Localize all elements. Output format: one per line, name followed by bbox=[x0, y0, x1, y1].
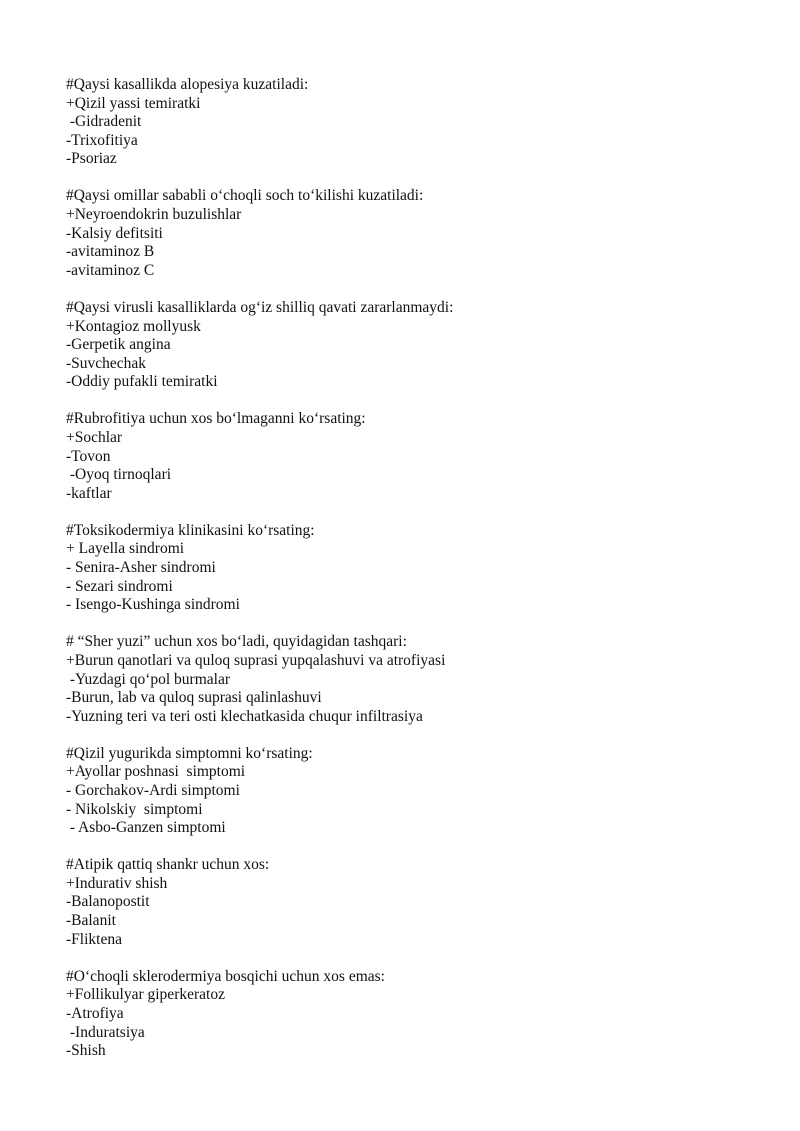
answer-option: -Suvchechak bbox=[66, 354, 147, 372]
answer-option: -Trixofitiya bbox=[66, 131, 138, 149]
question-block bbox=[66, 76, 766, 169]
question-block bbox=[66, 633, 766, 726]
answer-option: -Balanopostit bbox=[66, 893, 150, 911]
question-text: #Atipik qattiq shankr uchun xos: bbox=[66, 856, 270, 874]
answer-option: - Sezari sindromi bbox=[66, 577, 173, 595]
answer-option: -Yuzdagi qo‘pol burmalar bbox=[66, 670, 230, 688]
answer-option: - Nikolskiy simptomi bbox=[66, 800, 203, 818]
question-block bbox=[66, 299, 766, 392]
question-block bbox=[66, 187, 766, 280]
question-text: # “Sher yuzi” uchun xos bo‘ladi, quyidagidan tashqari: bbox=[66, 633, 407, 651]
answer-option: -avitaminoz B bbox=[66, 243, 155, 261]
answer-option: -kaftlar bbox=[66, 484, 112, 502]
question-text: #Toksikodermiya klinikasini ko‘rsating: bbox=[66, 521, 315, 539]
answer-option: -Tovon bbox=[66, 447, 111, 465]
answer-option: -Psoriaz bbox=[66, 150, 117, 168]
question-block bbox=[66, 522, 766, 615]
question-block bbox=[66, 968, 766, 1061]
answer-option: -Gerpetik angina bbox=[66, 336, 171, 354]
question-block bbox=[66, 856, 766, 949]
answer-option: -Oyoq tirnoqlari bbox=[66, 466, 172, 484]
answer-option: -Shish bbox=[66, 1042, 106, 1060]
answer-option: +Indurativ shish bbox=[66, 874, 168, 892]
answer-option: -Kalsiy defitsiti bbox=[66, 224, 163, 242]
answer-option: +Ayollar poshnasi simptomi bbox=[66, 763, 246, 781]
answer-option: -Gidradenit bbox=[66, 113, 142, 131]
answer-option: -Burun, lab va quloq suprasi qalinlashuvi bbox=[66, 689, 322, 707]
question-text: #Qaysi virusli kasalliklarda og‘iz shilliq qavati zararlanmaydi: bbox=[66, 298, 454, 316]
answer-option: +Qizil yassi temiratki bbox=[66, 94, 201, 112]
answer-option: + Layella sindromi bbox=[66, 540, 185, 558]
answer-option: +Kontagioz mollyusk bbox=[66, 317, 201, 335]
answer-option: +Burun qanotlari va quloq suprasi yupqalashuvi va atrofiyasi bbox=[66, 651, 446, 669]
question-block bbox=[66, 410, 766, 503]
answer-option: - Senira-Asher sindromi bbox=[66, 559, 216, 577]
answer-option: - Asbo-Ganzen simptomi bbox=[66, 819, 226, 837]
answer-option: -Oddiy pufakli temiratki bbox=[66, 373, 218, 391]
answer-option: +Sochlar bbox=[66, 429, 123, 446]
document-page bbox=[66, 76, 766, 1079]
question-block bbox=[66, 745, 766, 838]
answer-option: -avitaminoz C bbox=[66, 261, 155, 279]
answer-option: - Isengo-Kushinga sindromi bbox=[66, 596, 240, 614]
answer-option: +Neyroendokrin buzulishlar bbox=[66, 206, 242, 224]
answer-option: -Fliktena bbox=[66, 930, 122, 948]
answer-option: -Induratsiya bbox=[66, 1023, 145, 1041]
question-text: #O‘choqli sklerodermiya bosqichi uchun xos emas: bbox=[66, 967, 385, 985]
answer-option: - Gorchakov-Ardi simptomi bbox=[66, 782, 240, 799]
question-text: #Rubrofitiya uchun xos bo‘lmaganni ko‘rsating: bbox=[66, 410, 366, 428]
answer-option: -Balanit bbox=[66, 912, 116, 930]
question-text: #Qaysi omillar sababli o‘choqli soch to‘kilishi kuzatiladi: bbox=[66, 187, 424, 205]
answer-option: -Atrofiya bbox=[66, 1004, 124, 1022]
question-text: #Qaysi kasallikda alopesiya kuzatiladi: bbox=[66, 76, 309, 93]
answer-option: -Yuzning teri va teri osti klechatkasida chuqur infiltrasiya bbox=[66, 707, 423, 725]
question-text: #Qizil yugurikda simptomni ko‘rsating: bbox=[66, 744, 313, 762]
answer-option: +Follikulyar giperkeratoz bbox=[66, 986, 225, 1004]
